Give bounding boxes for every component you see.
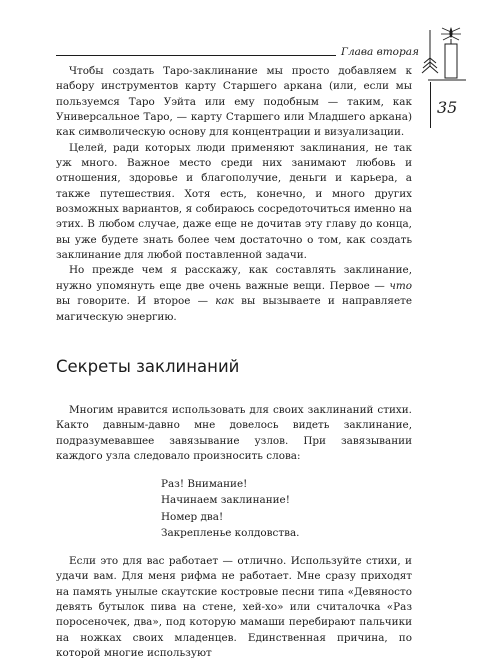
paragraph-5: Если это для вас работает — отлично. Используйте стихи, и удачи вам. Для меня рифма не работает. Мне сразу приходят на память унылые скаутские костровые песни типа «Девяносто девять бутылок пива на стене, хей-хо» или считалочка «Раз поросеночек, два», под которую мамаши перебирают пальчики на ножках своих младенцев. Единственная причина, по которой многие используют xyxy=(56,555,412,660)
paragraph-3-text-c: вы вызываете и направляете магическую энергию. xyxy=(56,295,412,323)
poem-line: Начинаем заклинание! xyxy=(161,494,290,507)
paragraph-3 xyxy=(56,263,412,324)
paragraph-4: Многим нравится использовать для своих заклинаний стихи. Както давным-давно мне довелось видеть заклинание, подразумевавшее завязывание узлов. При завязывании каждого узла следовало произносить слова: xyxy=(56,403,412,462)
page-body xyxy=(56,64,412,661)
poem xyxy=(56,464,412,554)
side-rule xyxy=(430,82,431,128)
paragraph-2: Целей, ради которых люди применяют заклинания, не так уж много. Важное место среди них занимают любовь и отношения, здоровье и благополучие, деньги и карьера, а также путешествия. Хотя есть, конечно, и много других возможных вариантов, я собираюсь сосредоточиться именно на этих. В любом случае, даже еще не дочитав эту главу до конца, вы уже будете знать более чем достаточно о том, как создать заклинание для любой поставленной задачи. xyxy=(56,141,412,262)
poem-line: Раз! Внимание! xyxy=(161,478,248,491)
section-heading: Секреты заклинаний xyxy=(56,356,240,376)
page-number: 35 xyxy=(437,98,458,117)
emphasis-how: как xyxy=(215,295,234,308)
candle-emblem-icon xyxy=(420,26,468,82)
poem-line: Номер два! xyxy=(161,510,224,523)
paragraph-1: Чтобы создать Таро-заклинание мы просто добавляем к набору инструментов карту Старшего аркана (или, если мы пользуемся Таро Уэйта или ему подобным — таким, как Универсальное Таро, — карту Старшего или Младшего аркана) как символическую основу для концентрации и визуализации. xyxy=(56,65,412,139)
emphasis-what: что xyxy=(389,279,412,292)
paragraph-3-text-a: Но прежде чем я расскажу, как составлять заклинание, нужно упомянуть еще две очень важные вещи. Первое — xyxy=(56,264,412,292)
header-rule xyxy=(56,55,336,56)
paragraph-3-text-b: вы говорите. И второе — xyxy=(56,295,216,308)
chapter-title: Глава вторая xyxy=(341,46,419,58)
poem-line: Закрепленье колдовства. xyxy=(161,526,300,539)
